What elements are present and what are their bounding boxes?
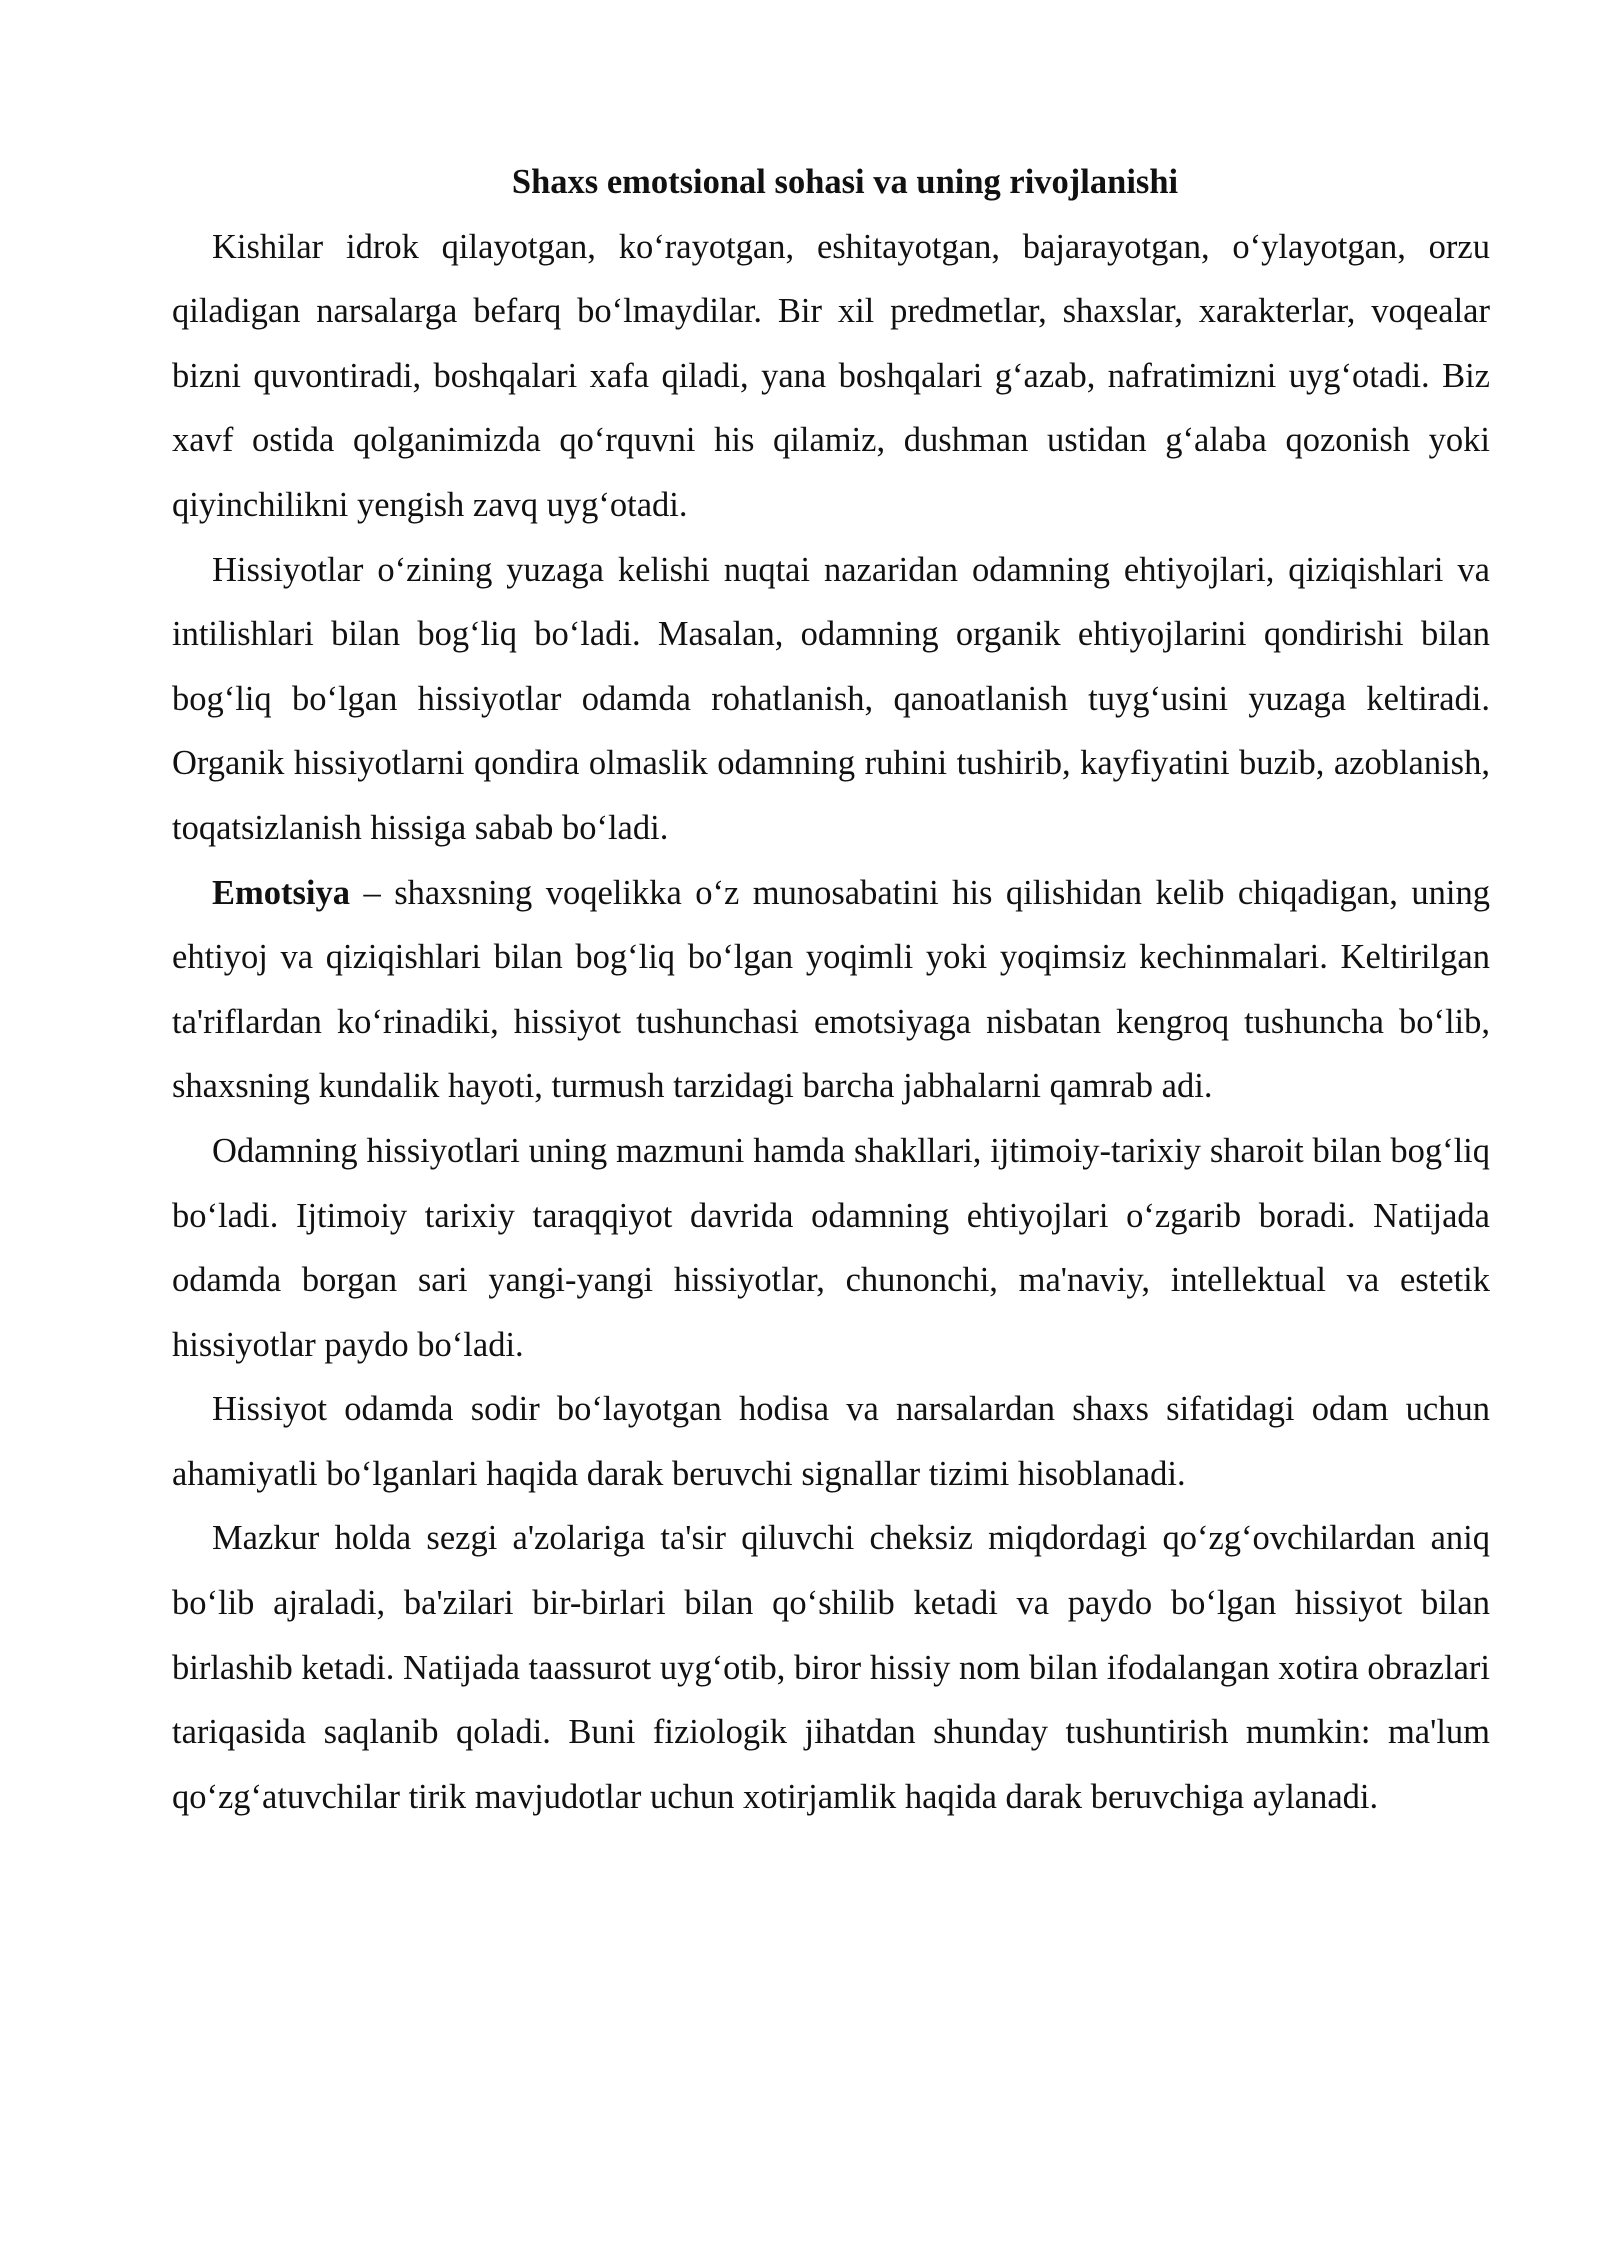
paragraph-6: Mazkur holda sezgi a'zolariga ta'sir qiluvchi cheksiz miqdordagi qo‘zg‘ovchilardan aniq bo‘lib ajraladi, ba'zilari bir-birlari bilan qo‘shilib ketadi va paydo bo‘lgan hissiyot bilan birlashib ketadi. Natijada taassurot uyg‘otib, biror hissiy nom bilan ifodalangan xotira obrazlari tariqasida saqlanib qoladi. Buni fiziologik jihatdan shunday tushuntirish mumkin: ma'lum qo‘zg‘atuvchilar tirik mavjudotlar uchun xotirjamlik haqida darak beruvchiga aylanadi.	[172, 1519, 1490, 1816]
document-title: Shaxs emotsional sohasi va uning rivojlanishi	[511, 163, 1179, 201]
definition-text: – shaxsning voqelikka o‘z munosabatini his qilishidan kelib chiqadigan, uning ehtiyoj va qiziqishlari bilan bog‘liq bo‘lgan yoqimli yoki yoqimsiz kechinmalari. Keltirilgan ta'riflardan ko‘rinadiki, hissiyot tushunchasi emotsiyaga nisbatan kengroq tushuncha bo‘lib, shaxsning kundalik hayoti, turmush tarzidagi barcha jabhalarni qamrab adi.	[172, 873, 1490, 1106]
paragraph-1: Kishilar idrok qilayotgan, ko‘rayotgan, eshitayotgan, bajarayotgan, o‘ylayotgan, orzu qiladigan narsalarga befarq bo‘lmaydilar. Bir xil predmetlar, shaxslar, xarakterlar, voqealar bizni quvontiradi, boshqalari xafa qiladi, yana boshqalari g‘azab, nafratimizni uyg‘otadi. Biz xavf ostida qolganimizda qo‘rquvni his qilamiz, dushman ustidan g‘alaba qozonish yoki qiyinchilikni yengish zavq uyg‘otadi.	[172, 227, 1490, 524]
paragraph-4: Odamning hissiyotlari uning mazmuni hamda shakllari, ijtimoiy-tarixiy sharoit bilan bog‘liq bo‘ladi. Ijtimoiy tarixiy taraqqiyot davrida odamning ehtiyojlari o‘zgarib boradi. Natijada odamda borgan sari yangi-yangi hissiyotlar, chunonchi, ma'naviy, intellektual va estetik hissiyotlar paydo bo‘ladi.	[172, 1131, 1490, 1364]
paragraph-3	[172, 861, 1490, 1119]
definition-term: Emotsiya	[212, 873, 350, 912]
paragraph-2: Hissiyotlar o‘zining yuzaga kelishi nuqtai nazaridan odamning ehtiyojlari, qiziqishlari va intilishlari bilan bog‘liq bo‘ladi. Masalan, odamning organik ehtiyojlarini qondirishi bilan bog‘liq bo‘lgan hissiyotlar odamda rohatlanish, qanoatlanish tuyg‘usini yuzaga keltiradi. Organik hissiyotlarni qondira olmaslik odamning ruhini tushirib, kayfiyatini buzib, azoblanish, toqatsizlanish hissiga sabab bo‘ladi.	[172, 550, 1490, 847]
paragraph-5: Hissiyot odamda sodir bo‘layotgan hodisa va narsalardan shaxs sifatidagi odam uchun ahamiyatli bo‘lganlari haqida darak beruvchi signallar tizimi hisoblanadi.	[172, 1390, 1490, 1493]
document-page	[172, 150, 1490, 1829]
